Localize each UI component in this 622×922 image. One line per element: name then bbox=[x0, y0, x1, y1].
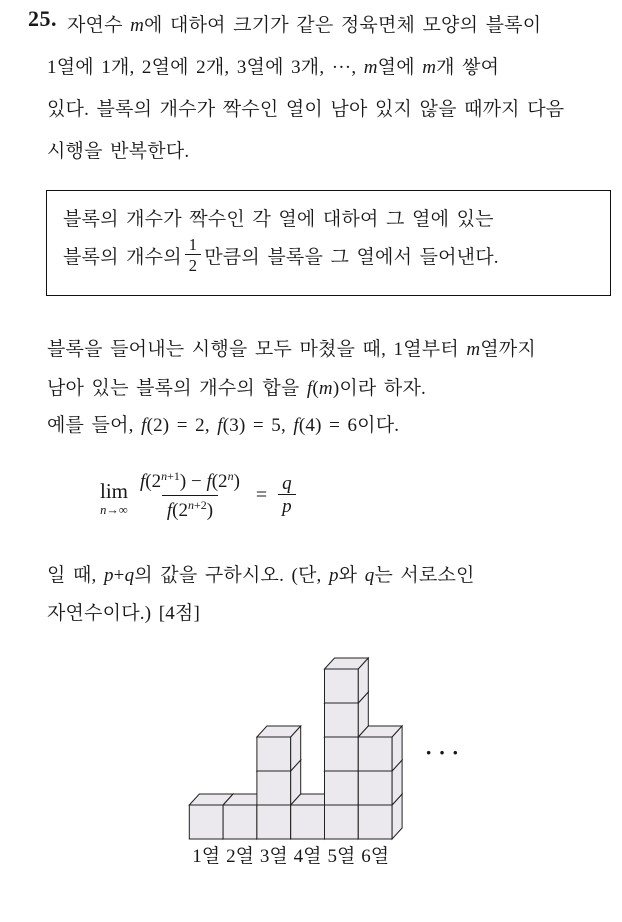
one-half-fraction bbox=[185, 236, 201, 275]
text-segment: ( bbox=[312, 378, 319, 399]
text-segment: 자연수 bbox=[67, 15, 131, 36]
fraction-denominator: 2 bbox=[185, 254, 201, 274]
text-segment: (2 bbox=[145, 471, 162, 492]
column-label: 3열 bbox=[259, 846, 288, 867]
limit-formula bbox=[100, 470, 296, 521]
text-segment: f bbox=[206, 471, 212, 492]
text-segment: ) bbox=[206, 499, 214, 521]
text-segment: p bbox=[103, 565, 114, 586]
text-segment: n bbox=[100, 503, 107, 518]
text-segment: m bbox=[422, 57, 437, 78]
text-segment: 시행을 반복한다. bbox=[47, 141, 190, 162]
qp-fraction bbox=[278, 474, 296, 518]
cube-front-face bbox=[325, 805, 359, 839]
lim-subscript bbox=[100, 503, 128, 518]
fraction-denominator: p bbox=[278, 494, 296, 517]
box-text-segment bbox=[63, 242, 182, 269]
text-segment: ) − bbox=[179, 471, 207, 492]
cube-front-face bbox=[325, 703, 359, 737]
text-segment: )이라 하자. bbox=[332, 378, 426, 399]
text-line bbox=[67, 10, 541, 37]
text-line bbox=[47, 598, 200, 625]
text-line bbox=[47, 52, 499, 79]
text-segment: 1열에 1개, 2열에 2개, 3열에 3개, ···, bbox=[47, 57, 364, 78]
text-line bbox=[47, 136, 189, 163]
cube-front-face bbox=[257, 805, 291, 839]
text-segment: (2) = 2, bbox=[146, 415, 218, 436]
fraction-numerator: q bbox=[282, 472, 292, 494]
text-segment: m bbox=[318, 378, 333, 399]
cube-front-face bbox=[358, 771, 392, 805]
instruction-box bbox=[46, 190, 611, 296]
text-segment: n bbox=[227, 469, 234, 483]
text-segment: 의 값을 구하시오. (단, bbox=[134, 565, 329, 586]
text-segment: 블록을 들어내는 시행을 모두 마쳤을 때, 1열부터 bbox=[47, 339, 467, 360]
text-segment: 자연수이다.) [4점] bbox=[47, 603, 201, 624]
text-segment: +2 bbox=[193, 497, 207, 512]
text-line bbox=[47, 373, 426, 400]
limit-operator bbox=[100, 481, 128, 518]
cube-front-face bbox=[257, 771, 291, 805]
fraction-denominator bbox=[162, 495, 218, 521]
text-segment: m bbox=[466, 339, 481, 360]
text-segment: 개 쌓여 bbox=[436, 57, 500, 78]
text-segment: f bbox=[140, 471, 146, 492]
text-segment: →∞ bbox=[106, 503, 128, 518]
cube-front-face bbox=[257, 737, 291, 771]
text-segment: 는 서로소인 bbox=[374, 565, 475, 586]
text-line bbox=[47, 560, 475, 587]
text-segment: 와 bbox=[338, 565, 365, 586]
cube-front-face bbox=[189, 805, 223, 839]
cube-front-face bbox=[358, 805, 392, 839]
text-segment: 일 때, bbox=[47, 565, 104, 586]
column-label: 5열 bbox=[327, 846, 356, 867]
text-segment: f bbox=[293, 415, 299, 436]
cube-front-face bbox=[223, 805, 257, 839]
text-segment: + bbox=[113, 565, 125, 586]
text-segment: q bbox=[124, 565, 135, 586]
column-label: 2열 bbox=[226, 846, 254, 867]
text-segment: n bbox=[187, 497, 194, 512]
text-segment: 만큼의 블록을 그 열에서 들어낸다. bbox=[204, 246, 499, 268]
text-segment: f bbox=[166, 499, 173, 521]
text-segment: n bbox=[161, 469, 168, 483]
problem-number: 25. bbox=[28, 6, 57, 31]
text-segment: f bbox=[306, 378, 313, 399]
lim-label: lim bbox=[100, 479, 129, 504]
continuation-dots: ··· bbox=[425, 740, 466, 765]
text-segment: 열까지 bbox=[480, 339, 536, 360]
text-segment: 남아 있는 블록의 개수의 합을 bbox=[47, 378, 307, 399]
text-segment: f bbox=[141, 415, 147, 436]
main-fraction bbox=[135, 470, 245, 521]
text-segment: m bbox=[130, 15, 145, 36]
column-label: 1열 bbox=[192, 846, 221, 867]
text-segment: 블록의 개수의 bbox=[63, 246, 182, 268]
cube-front-face bbox=[325, 737, 359, 771]
text-segment: 예를 들어, bbox=[47, 415, 142, 436]
text-segment: (3) = 5, bbox=[222, 415, 294, 436]
text-segment: 있다. 블록의 개수가 짝수인 열이 남아 있지 않을 때까지 다음 bbox=[47, 99, 565, 120]
blocks-diagram-container bbox=[180, 650, 420, 880]
fraction-numerator bbox=[135, 470, 245, 495]
box-text-segment bbox=[204, 242, 499, 269]
fraction-numerator: 1 bbox=[188, 234, 198, 254]
text-segment: ) bbox=[233, 471, 240, 492]
text-segment: 열에 bbox=[377, 57, 423, 78]
text-segment: (2 bbox=[172, 499, 188, 521]
text-segment: (2 bbox=[211, 471, 228, 492]
text-line bbox=[47, 334, 536, 361]
box-text-line bbox=[63, 229, 499, 281]
text-segment: m bbox=[363, 57, 378, 78]
cube-front-face bbox=[358, 737, 392, 771]
text-segment: p bbox=[328, 565, 339, 586]
cube-front-face bbox=[291, 805, 325, 839]
text-segment: 에 대하여 크기가 같은 정육면체 모양의 블록이 bbox=[144, 15, 542, 36]
text-segment: (4) = 6이다. bbox=[298, 415, 400, 436]
text-line bbox=[47, 94, 564, 121]
column-label: 4열 bbox=[293, 846, 322, 867]
equals-sign: = bbox=[255, 483, 268, 506]
box-text-line bbox=[63, 204, 494, 231]
blocks-diagram bbox=[180, 650, 420, 880]
text-line bbox=[47, 410, 399, 437]
column-label: 6열 bbox=[361, 846, 390, 867]
text-segment: 블록의 개수가 짝수인 각 열에 대하여 그 열에 있는 bbox=[63, 209, 494, 230]
cube-front-face bbox=[325, 771, 359, 805]
text-segment: +1 bbox=[167, 469, 180, 483]
text-segment: f bbox=[217, 415, 223, 436]
text-segment: q bbox=[364, 565, 375, 586]
cube-front-face bbox=[325, 669, 359, 703]
